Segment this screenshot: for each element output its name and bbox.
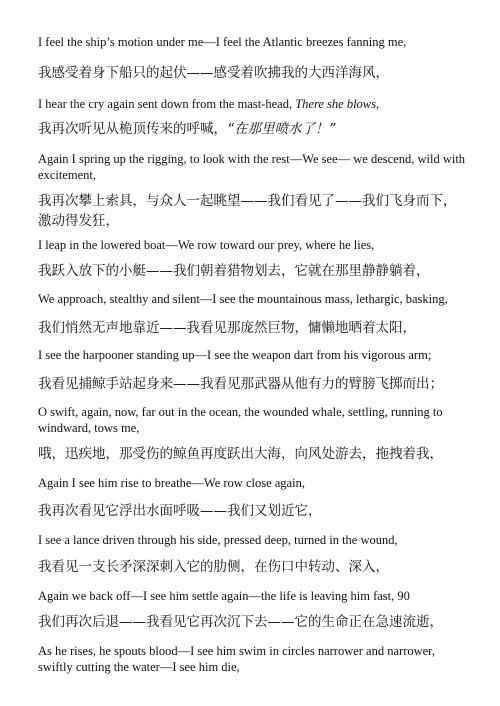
poem-line-chinese: 我跃入放下的小艇——我们朝着猎物划去，它就在那里静静躺着， [38,263,430,279]
poem-line-text: 我再次听见从桅顶传来的呼喊， [38,121,227,137]
poem-line-chinese: 我们再次后退——我看见它再次沉下去——它的生命正在急速流逝， [38,614,443,630]
poem-line-chinese: 哦，迅疾地，那受伤的鲸鱼再度跃出大海，向风处游去，拖拽着我， [38,446,443,462]
poem-line-chinese: 我看见捕鲸手站起身来——我看见那武器从他有力的臂膀飞掷而出； [38,376,443,392]
poem-line-english: I see a lance driven through his side, pressed deep, turned in the wound, [38,533,398,547]
poem-line-chinese [38,119,468,139]
poem-line-english: Again we back off—I see him settle again—the life is leaving him fast, 90 [38,589,410,603]
poem-line-chinese: 我再次攀上索具，与众人一起眺望——我们看见了——我们飞身而下，激动得发狂， [38,193,457,229]
poem-line-english: I leap in the lowered boat—We row toward our prey, where he lies, [38,238,375,252]
poem-line-english: Again I spring up the rigging, to look with the rest—We see— we descend, wild with excitement, [38,152,466,182]
emphasized-quote: There she blows, [295,97,380,111]
emphasized-quote: “在那里喷水了！” [227,121,336,137]
poem-line-english: We approach, stealthy and silent—I see the mountainous mass, lethargic, basking, [38,292,448,306]
poem-line-english [38,96,468,112]
poem-line-english: I feel the ship’s motion under me—I feel the Atlantic breezes fanning me, [38,35,407,49]
poem-line-english: I see the harpooner standing up—I see the weapon dart from his vigorous arm; [38,348,432,362]
poem-line-chinese: 我看见一支长矛深深刺入它的肋侧，在伤口中转动、深入， [38,559,389,575]
poem-line-english: Again I see him rise to breathe—We row close again, [38,476,305,490]
poem-line-chinese: 我们悄然无声地靠近——我看见那庞然巨物，慵懒地晒着太阳， [38,320,416,336]
poem-line-english: As he rises, he spouts blood—I see him swim in circles narrower and narrower, swiftly cutting the water—I see him die, [38,644,435,674]
poem-line-text: I hear the cry again sent down from the mast-head, [38,97,296,111]
poem-line-chinese: 我再次看见它浮出水面呼吸——我们又划近它， [38,503,322,519]
poem-line-english: O swift, again, now, far out in the ocean, the wounded whale, settling, running to windward, tows me, [38,405,443,435]
poem-line-chinese: 我感受着身下船只的起伏——感受着吹拂我的大西洋海风， [38,65,389,81]
